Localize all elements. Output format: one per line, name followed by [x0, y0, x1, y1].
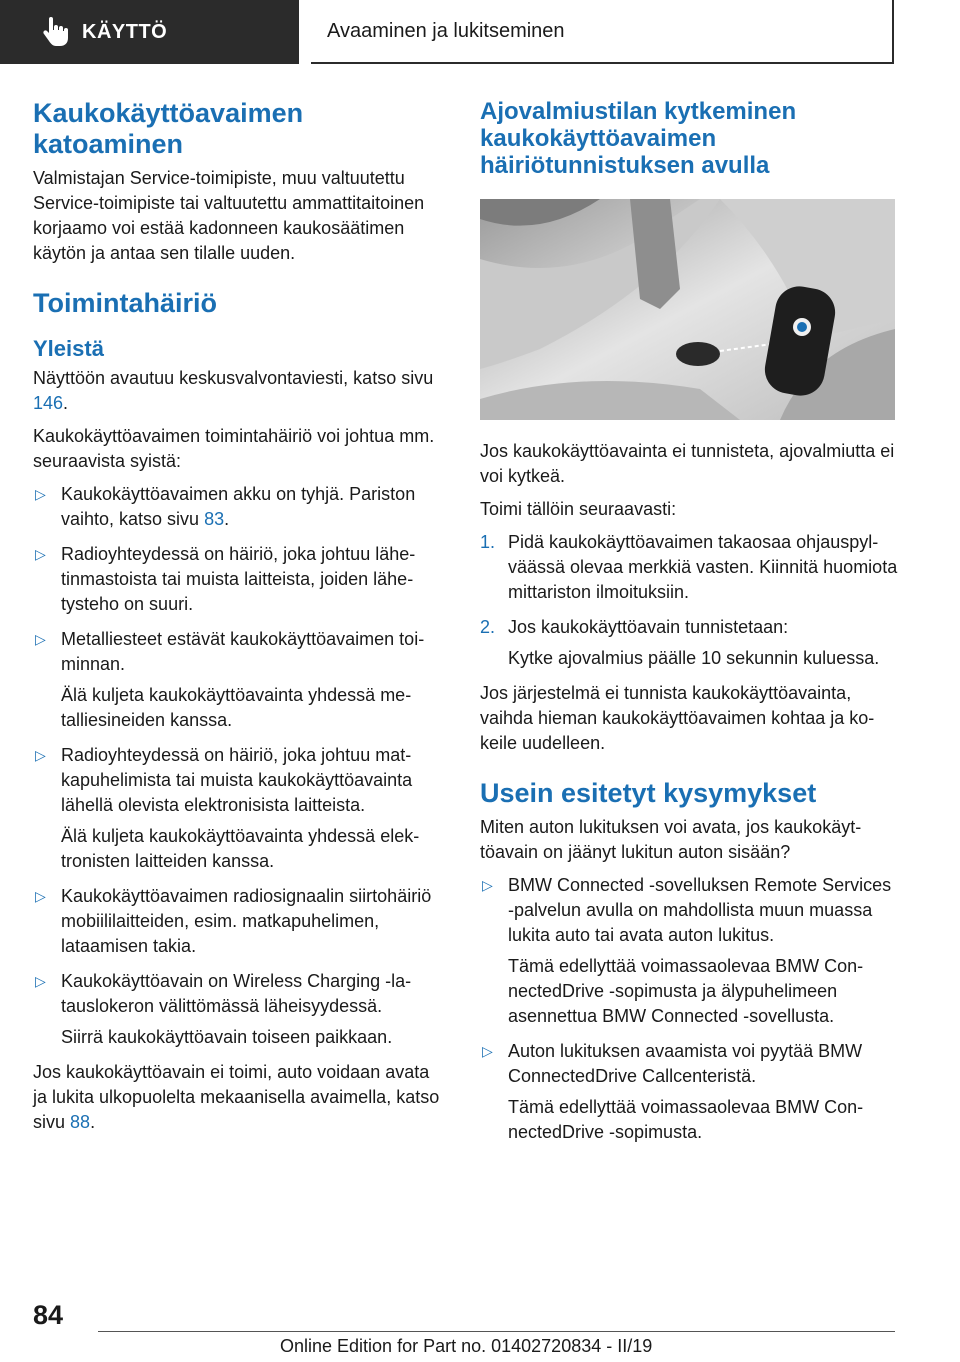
- footer-divider: [98, 1331, 895, 1332]
- heading-key-loss: Kaukokäyttöavaimen katoaminen: [33, 98, 304, 159]
- page-link-83[interactable]: 83: [204, 509, 225, 529]
- triangle-bullet-icon: ▷: [35, 631, 46, 647]
- triangle-bullet-icon: ▷: [35, 973, 46, 989]
- list-item-text: Kaukokäyttöavaimen akku on tyhjä. Pariston vaihto, katso sivu 83.: [61, 484, 416, 529]
- list-item-note: Tämä edellyttää voimassaolevaa BMW ConnectedDrive -sopimusta ja älypuhelimeen asennettua BMW Connected -sovellusta.: [508, 956, 864, 1026]
- steps-list: [480, 530, 898, 671]
- list-item: [480, 873, 898, 1029]
- heading-general: Yleistä: [33, 336, 104, 361]
- section-tab: [311, 0, 894, 64]
- heading-faq: Usein esitetyt kysymykset: [480, 778, 817, 808]
- triangle-bullet-icon: ▷: [482, 877, 493, 893]
- list-item-note: Älä kuljeta kaukokäyttöavainta yhdessä metalliesineiden kanssa.: [61, 685, 412, 730]
- list-item: [33, 969, 448, 1050]
- triangle-bullet-icon: ▷: [35, 546, 46, 562]
- list-item-note: Tämä edellyttää voimassaolevaa BMW ConnectedDrive -sopimusta.: [508, 1097, 864, 1142]
- car-key-steering-column-image: [480, 199, 895, 420]
- edition-note: Online Edition for Part no. 01402720834 - II/19: [280, 1336, 653, 1356]
- paragraph-not-recognized: Jos kaukokäyttöavainta ei tunnisteta, ajovalmiutta ei voi kytkeä.: [480, 441, 895, 486]
- left-column: [33, 98, 448, 1143]
- triangle-bullet-icon: ▷: [35, 486, 46, 502]
- chapter-tab: [0, 0, 299, 64]
- step-item: [480, 615, 898, 671]
- pointing-hand-icon: [42, 17, 68, 47]
- list-item-text: Kaukokäyttöavain on Wireless Charging -latauslokeron välittömässä läheisyydessä.: [61, 971, 412, 1016]
- list-item-text: Auton lukituksen avaamista voi pyytää BMW ConnectedDrive Callcenteristä.: [508, 1041, 863, 1086]
- causes-list: [33, 482, 448, 1050]
- heading-malfunction: Toimintahäiriö: [33, 288, 218, 318]
- paragraph-causes: Kaukokäyttöavaimen toimintahäiriö voi johtua mm. seuraavista syistä:: [33, 426, 435, 471]
- triangle-bullet-icon: ▷: [35, 747, 46, 763]
- list-item: [33, 627, 448, 733]
- step-text: Pidä kaukokäyttöavaimen takaosaa ohjauspylväässä olevaa merkkiä vasten. Kiinnitä huomiota mittariston ilmoituksiin.: [508, 532, 898, 602]
- list-item-text: BMW Connected -sovelluksen Remote Services -palvelun avulla on mahdollista muun muassa lukita auto tai avata auton lukitus.: [508, 875, 892, 945]
- list-item: [33, 482, 448, 532]
- faq-answers-list: [480, 873, 898, 1145]
- list-item-note: Siirrä kaukokäyttöavain toiseen paikkaan.: [61, 1027, 393, 1047]
- list-item: [33, 542, 448, 617]
- step-note: Kytke ajovalmius päälle 10 sekunnin kuluessa.: [508, 648, 880, 668]
- section-title: Avaaminen ja lukitseminen: [327, 19, 565, 42]
- chapter-title: KÄYTTÖ: [82, 20, 168, 43]
- paragraph-system-retry: Jos järjestelmä ei tunnista kaukokäyttöavainta, vaihda hieman kaukokäyttöavaimen kohtaa ja kokeile uudelleen.: [480, 683, 875, 753]
- paragraph-display-message: Näyttöön avautuu keskusvalvontaviesti, katso sivu 146.: [33, 368, 434, 413]
- list-item-text: Metalliesteet estävät kaukokäyttöavaimen toiminnan.: [61, 629, 425, 674]
- triangle-bullet-icon: ▷: [35, 888, 46, 904]
- page-link-146[interactable]: 146: [33, 393, 64, 413]
- step-item: [480, 530, 898, 605]
- list-item: [33, 743, 448, 874]
- step-text: Jos kaukokäyttöavain tunnistetaan:: [508, 617, 789, 637]
- paragraph-faq-question: Miten auton lukituksen voi avata, jos kaukokäyttöavain on jäänyt lukitun auton sisään?: [480, 817, 862, 862]
- list-item-text: Radioyhteydessä on häiriö, joka johtuu lähetinmastoista tai muista laitteista, joiden lähetysteho on suuri.: [61, 544, 416, 614]
- step-number: 2.: [480, 617, 496, 637]
- list-item-note: Älä kuljeta kaukokäyttöavainta yhdessä elektronisten laitteiden kanssa.: [61, 826, 420, 871]
- right-column: [480, 98, 898, 1155]
- triangle-bullet-icon: ▷: [482, 1043, 493, 1059]
- page-number: 84: [33, 1300, 64, 1330]
- heading-standby-interference: Ajovalmiustilan kytkeminen kaukokäyttöavaimen häiriötunnistuksen avulla: [480, 98, 797, 179]
- list-item: [33, 884, 448, 959]
- step-number: 1.: [480, 532, 496, 552]
- list-item-text: Radioyhteydessä on häiriö, joka johtuu matkapuhelimista tai muista kaukokäyttöavainta lähellä olevista elektronisista laitteista.: [61, 745, 413, 815]
- paragraph-proceed: Toimi tällöin seuraavasti:: [480, 499, 677, 519]
- paragraph-key-loss: Valmistajan Service-toimipiste, muu valtuutettu Service-toimipiste tai valtuutettu ammattitaitoinen korjaamo voi estää kadonneen kaukosäätimen käytön ja antaa sen tilalle uuden.: [33, 168, 425, 263]
- page-link-88[interactable]: 88: [70, 1112, 91, 1132]
- list-item: [480, 1039, 898, 1145]
- list-item-text: Kaukokäyttöavaimen radiosignaalin siirtohäiriö mobiililaitteiden, esim. matkapuhelimen, lataamisen takia.: [61, 886, 432, 956]
- paragraph-mechanical-key: Jos kaukokäyttöavain ei toimi, auto voidaan avata ja lukita ulkopuolelta mekaanisella avaimella, katso sivu 88.: [33, 1062, 440, 1132]
